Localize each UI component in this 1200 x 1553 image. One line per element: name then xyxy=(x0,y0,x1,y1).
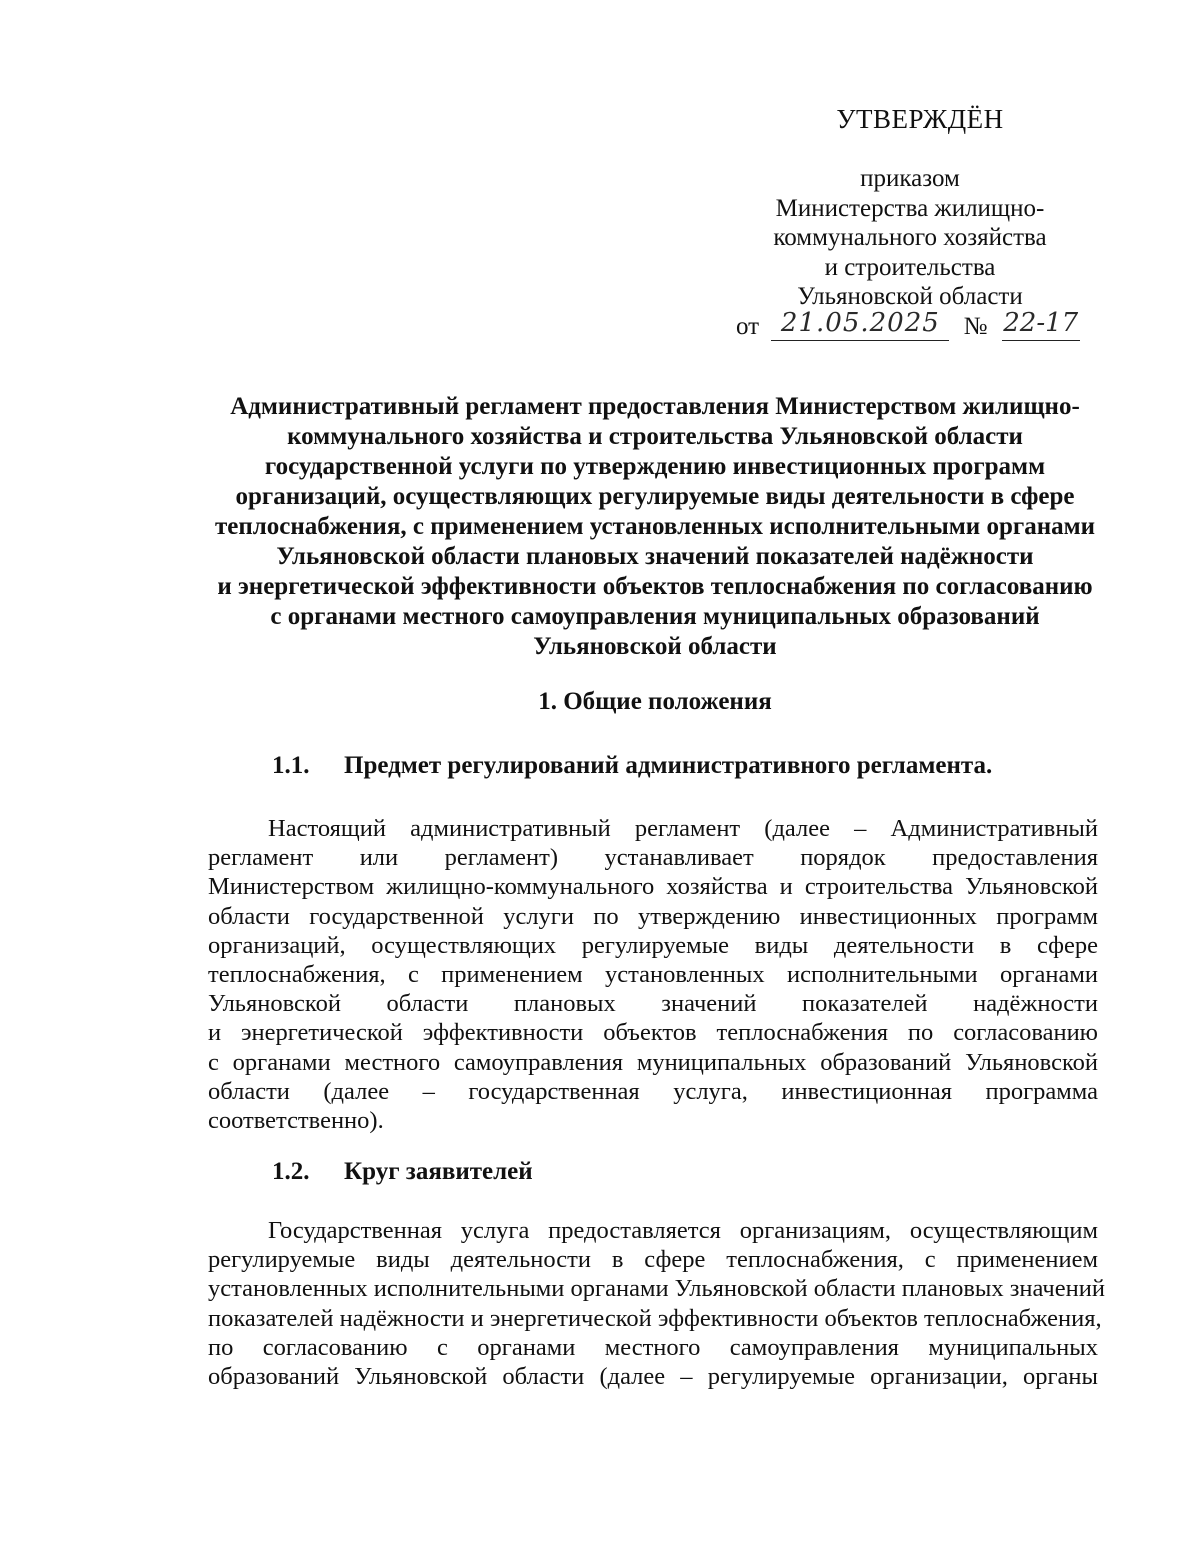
title-line: коммунального хозяйства и строительства Ульяновской области xyxy=(287,423,1023,450)
paragraph-line: регламент или регламент) устанавливает порядок предоставления xyxy=(208,844,1098,872)
paragraph-line: соответственно). xyxy=(208,1106,384,1134)
paragraph-line: Ульяновской области плановых значений показателей надёжности xyxy=(208,990,1098,1018)
title-line: государственной услуги по утверждению инвестиционных программ xyxy=(264,453,1046,480)
paragraph-line: установленных исполнительными органами Ульяновской области плановых значений xyxy=(208,1275,1105,1303)
subsection-title: Предмет регулирований административного регламента. xyxy=(344,752,993,779)
paragraph-line: с органами местного самоуправления муниципальных образований Ульяновской xyxy=(208,1048,1098,1076)
paragraph-line: Государственная услуга предоставляется организациям, осуществляющим xyxy=(268,1217,1098,1244)
title-line: организаций, осуществляющих регулируемые виды деятельности в сфере xyxy=(235,483,1075,510)
paragraph-line: образований Ульяновской области (далее – регулируемые организации, органы xyxy=(208,1362,1098,1390)
paragraph-line: теплоснабжения, с применением установленных исполнительными органами xyxy=(208,960,1098,988)
paragraph-line: по согласованию с органами местного самоуправления муниципальных xyxy=(208,1333,1098,1361)
paragraph-line: организаций, осуществляющих регулируемые виды деятельности в сфере xyxy=(208,931,1098,959)
order-date-number-line xyxy=(736,308,1096,341)
title-line: с органами местного самоуправления муниципальных образований xyxy=(270,603,1040,630)
approval-line: коммунального хозяйства xyxy=(773,224,1047,251)
title-line: Административный регламент предоставления Министерством жилищно- xyxy=(230,393,1080,420)
title-line: Ульяновской области плановых значений показателей надёжности xyxy=(276,543,1034,570)
approval-block xyxy=(740,164,1080,312)
subsection-title: Круг заявителей xyxy=(344,1158,533,1185)
paragraph-line: области государственной услуги по утверждению инвестиционных программ xyxy=(208,902,1098,930)
paragraph-line: Министерством жилищно-коммунального хозяйства и строительства Ульяновской xyxy=(208,873,1098,901)
handwritten-number: 22-17 xyxy=(1002,312,1080,341)
paragraph-line: и энергетической эффективности объектов теплоснабжения по согласованию xyxy=(208,1019,1098,1047)
number-prefix: № xyxy=(963,313,988,340)
title-line: Ульяновской области xyxy=(533,633,777,660)
paragraph-line: показателей надёжности и энергетической эффективности объектов теплоснабжения, xyxy=(208,1304,1102,1332)
handwritten-date: 21.05.2025 xyxy=(771,312,949,341)
approval-line: приказом xyxy=(860,165,960,192)
approval-line: и строительства xyxy=(824,253,996,281)
subsection-number: 1.1. xyxy=(272,752,310,779)
document-title xyxy=(200,392,1110,662)
subsection-number: 1.2. xyxy=(272,1158,310,1185)
paragraph-1-2 xyxy=(208,1216,1105,1391)
paragraph-line: области (далее – государственная услуга, инвестиционная программа xyxy=(208,1077,1098,1105)
paragraph-1-1 xyxy=(208,814,1098,1135)
paragraph-line: регулируемые виды деятельности в сфере теплоснабжения, с применением xyxy=(208,1246,1098,1274)
date-prefix: от xyxy=(736,313,760,340)
approval-line: Министерства жилищно- xyxy=(775,194,1045,222)
approval-line: Ульяновской области xyxy=(797,283,1023,310)
title-line: теплоснабжения, с применением установленных исполнительными органами xyxy=(214,513,1096,540)
paragraph-line: Настоящий административный регламент (далее – Административный xyxy=(268,815,1098,842)
section-heading: 1. Общие положения xyxy=(538,688,772,715)
approval-title: УТВЕРЖДЁН xyxy=(836,104,1004,134)
subsection-heading-1-2 xyxy=(272,1158,533,1186)
subsection-heading-1-1 xyxy=(272,752,992,780)
title-line: и энергетической эффективности объектов теплоснабжения по согласованию xyxy=(217,573,1093,600)
